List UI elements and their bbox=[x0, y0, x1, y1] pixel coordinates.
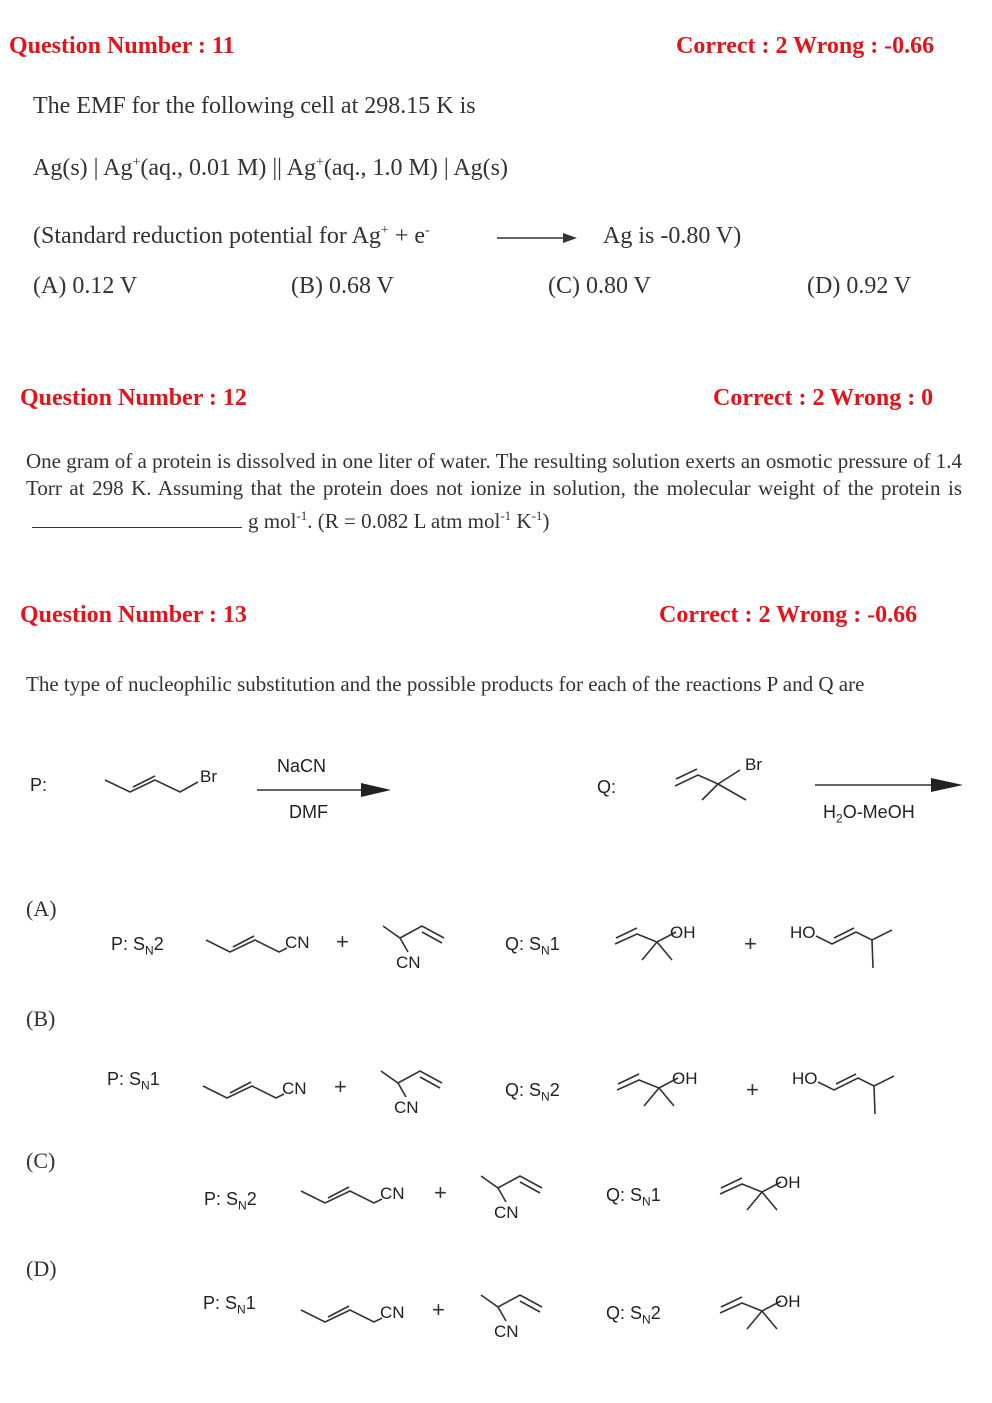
q13-option-c-label[interactable]: (C) bbox=[26, 1148, 56, 1173]
q12-title: Question Number : 12 bbox=[20, 385, 247, 411]
q13-option-b-p-mechanism: P: $S_N1$ bbox=[107, 1069, 160, 1093]
q13-c-p-product1-structure bbox=[298, 1177, 413, 1213]
q13-a-p-product1-cn-label: CN bbox=[285, 933, 310, 952]
q13-option-a-q-mechanism: Q: $S_N1$ bbox=[505, 934, 560, 958]
q13-b-p-product1-cn-label: CN bbox=[282, 1079, 307, 1098]
q11-title: Question Number : 11 bbox=[9, 33, 235, 59]
q13-d-p-product1-structure bbox=[298, 1296, 413, 1332]
q13-option-b-label[interactable]: (B) bbox=[26, 1006, 56, 1031]
q13-a-q-product1-oh-label: OH bbox=[670, 923, 696, 942]
reaction-q-solvent: $H_2O$-MeOH bbox=[823, 802, 915, 826]
q11-reaction-arrow bbox=[497, 230, 579, 246]
q13-option-a-label[interactable]: (A) bbox=[26, 896, 57, 921]
q13-option-c-p-mechanism: P: $S_N2$ bbox=[204, 1189, 257, 1213]
reaction-p-substrate-structure bbox=[100, 760, 230, 800]
q13-b-p-product1-structure bbox=[200, 1072, 315, 1108]
q13-a-q-product2-structure bbox=[788, 918, 898, 970]
q13-a-plus-2: + bbox=[744, 931, 757, 956]
q12-marks: Correct : 2 Wrong : 0 bbox=[713, 385, 934, 411]
reaction-q-arrow bbox=[813, 775, 968, 795]
q13-b-q-product2-structure bbox=[790, 1064, 900, 1116]
q13-c-p-product1-cn-label: CN bbox=[380, 1184, 405, 1203]
q13-b-plus-2: + bbox=[746, 1077, 759, 1102]
q13-a-p-product2-cn-label: CN bbox=[396, 953, 421, 972]
q13-option-d-q-mechanism: Q: $S_N2$ bbox=[606, 1303, 661, 1327]
q13-c-q-product-oh-label: OH bbox=[775, 1173, 801, 1192]
q13-stem: The type of nucleophilic substitution and the possible products for each of the reactions P and Q are bbox=[26, 672, 865, 696]
q11-option-d[interactable]: (D) 0.92 V bbox=[807, 273, 912, 299]
q13-d-plus-1: + bbox=[432, 1297, 445, 1322]
q13-c-plus-1: + bbox=[434, 1180, 447, 1205]
reaction-q-substrate-structure bbox=[670, 748, 780, 808]
q13-option-d-label[interactable]: (D) bbox=[26, 1256, 57, 1281]
q13-a-p-product1-structure bbox=[203, 926, 318, 962]
reaction-p-solvent: DMF bbox=[289, 802, 328, 822]
q13-a-plus-1: + bbox=[336, 929, 349, 954]
q13-c-p-product2-cn-label: CN bbox=[494, 1203, 519, 1222]
reaction-q-br-label: Br bbox=[745, 755, 762, 774]
q13-option-b-q-mechanism: Q: $S_N2$ bbox=[505, 1080, 560, 1104]
reaction-q-label: Q: bbox=[597, 777, 617, 797]
q13-a-p-product2-structure bbox=[380, 918, 455, 974]
q11-option-a[interactable]: (A) 0.12 V bbox=[33, 273, 138, 299]
reaction-p-arrow bbox=[255, 780, 395, 800]
q13-option-d-p-mechanism: P: $S_N1$ bbox=[203, 1293, 256, 1317]
q13-d-q-product-oh-label: OH bbox=[775, 1292, 801, 1311]
q13-c-p-product2-structure bbox=[478, 1168, 553, 1224]
q13-d-q-product-structure bbox=[715, 1287, 810, 1337]
q11-note: (Standard reduction potential for Ag+ + e- bbox=[33, 223, 430, 249]
reaction-p-br-label: Br bbox=[200, 767, 217, 786]
q13-b-p-product2-cn-label: CN bbox=[394, 1098, 419, 1117]
q12-text: One gram of a protein is dissolved in one liter of water. The resulting solution exerts an osmotic pressure of 1.4 Torr at 298 K. Assuming that the protein does not ionize in solution, the molecular weight of the protein is g mol$^{-1}$. (R = 0.082 L atm mol$^{-1}$ $K^{-1}$) bbox=[26, 449, 962, 533]
q11-marks: Correct : 2 Wrong : -0.66 bbox=[676, 33, 935, 59]
q13-c-q-product-structure bbox=[715, 1168, 810, 1218]
reaction-p-reagent: NaCN bbox=[277, 756, 327, 776]
q13-marks: Correct : 2 Wrong : -0.66 bbox=[659, 602, 918, 628]
q13-a-q-product2-ho-label: HO bbox=[790, 923, 816, 942]
q13-title: Question Number : 13 bbox=[20, 602, 247, 628]
q11-cell-notation: Ag(s) | Ag+(aq., 0.01 M) || Ag+(aq., 1.0 M) | Ag(s) bbox=[33, 155, 508, 181]
q13-b-q-product1-structure bbox=[612, 1064, 707, 1114]
q13-b-plus-1: + bbox=[334, 1074, 347, 1099]
q13-b-q-product1-oh-label: OH bbox=[672, 1069, 698, 1088]
q11-option-c[interactable]: (C) 0.80 V bbox=[548, 273, 651, 299]
q13-b-q-product2-ho-label: HO bbox=[792, 1069, 818, 1088]
q13-d-p-product1-cn-label: CN bbox=[380, 1303, 405, 1322]
q11-stem: The EMF for the following cell at 298.15 K is bbox=[33, 93, 476, 119]
q12-answer-blank[interactable] bbox=[32, 509, 242, 528]
q13-d-p-product2-structure bbox=[478, 1287, 553, 1343]
q11-option-b[interactable]: (B) 0.68 V bbox=[291, 273, 394, 299]
q13-a-q-product1-structure bbox=[610, 918, 705, 968]
q11-note-end: Ag is -0.80 V) bbox=[603, 223, 742, 249]
q13-d-p-product2-cn-label: CN bbox=[494, 1322, 519, 1341]
q13-b-p-product2-structure bbox=[378, 1063, 453, 1119]
reaction-p-label: P: bbox=[30, 775, 48, 795]
q13-option-a-p-mechanism: P: $S_N2$ bbox=[111, 934, 164, 958]
q13-option-c-q-mechanism: Q: $S_N1$ bbox=[606, 1185, 661, 1209]
